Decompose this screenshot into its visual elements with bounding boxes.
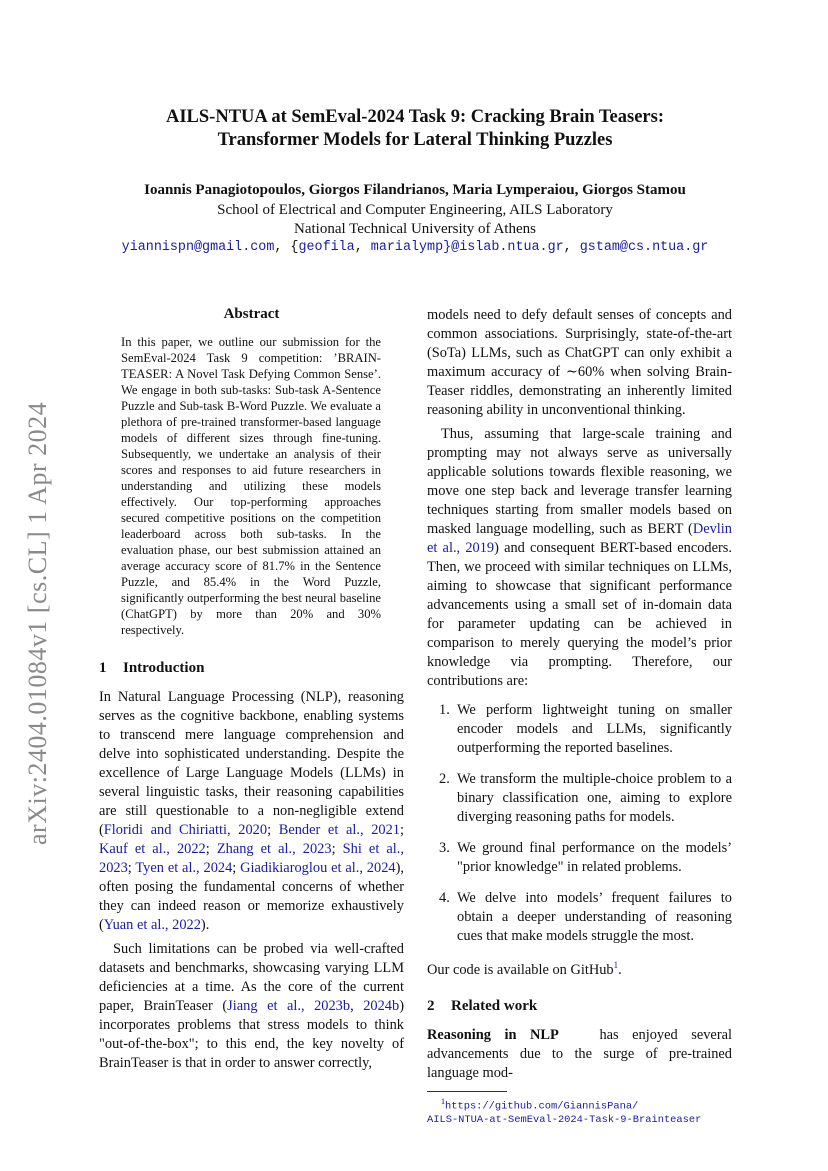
- intro-paragraph-2: [99, 940, 404, 1073]
- section-title: Related work: [451, 997, 538, 1014]
- arxiv-identifier-stamp: arXiv:2404.01084v1 [cs.CL] 1 Apr 2024: [23, 401, 52, 845]
- body-text: Such limitations can be probed via well-crafted datasets and benchmarks, showcasing varying LLM deficiencies at a time. As the core of the current paper, BrainTeaser (: [99, 941, 404, 1014]
- affiliation-line-1: School of Electrical and Computer Engineering, AILS Laboratory: [217, 202, 613, 218]
- affiliation-line-2: National Technical University of Athens: [294, 221, 536, 237]
- title-line-2: Transformer Models for Lateral Thinking Puzzles: [217, 130, 613, 150]
- body-text: ;: [205, 841, 217, 857]
- body-text: has enjoyed several advancements due to the surge of pre-trained language mod-: [427, 1026, 732, 1081]
- left-column: [99, 306, 404, 1073]
- footnote-url[interactable]: AILS-NTUA-at-SemEval-2024-Task-9-Brainteaser: [427, 1114, 702, 1127]
- citation-link[interactable]: Bender et al., 2021: [278, 822, 400, 838]
- abstract-heading: Abstract: [223, 306, 280, 322]
- email-separator: , {: [274, 240, 299, 255]
- body-text: ), often posing the fundamental concerns of whether they can indeed reason or memorize exhaustively (: [99, 860, 404, 933]
- citation-link[interactable]: Jiang et al., 2023b: [227, 998, 351, 1014]
- citation-link[interactable]: Tyen et al., 2024: [135, 860, 233, 876]
- contribution-text: We transform the multiple-choice problem to a binary classification one, aiming to explore diverging reasoning paths for models.: [457, 771, 732, 825]
- body-text: ;: [232, 860, 241, 876]
- body-text: Our code is available on GitHub: [427, 961, 614, 978]
- contribution-number: 3.: [439, 840, 450, 856]
- intro-paragraph-continued: models need to defy default senses of concepts and common associations. Surprisingly, state-of-the-art (SoTa) LLMs, such as ChatGPT can only exhibit a maximum accuracy of ∼60% when solving Brain-Teaser riddles, demonstrating an inherently limited reasoning ability in unconventional thinking.: [427, 307, 732, 418]
- email-separator: ,: [354, 240, 371, 255]
- citation-link[interactable]: Devlin et al., 2019: [427, 521, 732, 556]
- contribution-number: 2.: [439, 771, 450, 787]
- email-link[interactable]: geofila: [298, 240, 355, 255]
- contribution-item: [427, 701, 732, 758]
- body-text: In Natural Language Processing (NLP), reasoning serves as the cognitive backbone, enabling systems to transcend mere language comprehension and delve into sophisticated understanding. Despite the excellence of Large Language Models (LLMs) in several linguistic tasks, their reasoning capabilities are still questionable to a non-negligible extend (: [99, 689, 404, 838]
- intro-paragraph-1: [99, 688, 404, 935]
- related-work-paragraph: [427, 1026, 732, 1083]
- body-text: ;: [331, 841, 343, 857]
- email-domain[interactable]: }@islab.ntua.gr: [443, 240, 564, 255]
- body-text: .: [618, 961, 622, 978]
- section-number: 1: [99, 660, 107, 676]
- footnote-divider: [427, 1091, 507, 1092]
- code-availability: [427, 956, 732, 980]
- body-text: Thus, assuming that large-scale training and prompting may not always serve as universally applicable solutions towards flexible reasoning, we move one step back and leverage transfer learning techniques starting from smaller models based on masked language modelling, such as BERT (: [427, 426, 732, 537]
- title-line-1: AILS-NTUA at SemEval-2024 Task 9: Cracking Brain Teasers:: [165, 107, 665, 127]
- abstract-text: In this paper, we outline our submission for the SemEval-2024 Task 9 competition: ’BRAIN-TEASER: A Novel Task Defying Common Sense’. We engage in both sub-tasks: Sub-task A-Sentence Puzzle and Sub-task B-Word Puzzle. We evaluate a plethora of pre-trained transformer-based language models of different sizes through fine-tuning. Subsequently, we undertake an analysis of their scores and responses to aid future researchers in understanding and utilizing these models effectively. Our top-performing approaches secured competitive positions on the competition leaderboard across both sub-tasks. In the evaluation phase, our best submission attained an average accuracy score of 81.7% in the Sentence Puzzle, and 85.4% in the Word Puzzle, significantly outperforming the best neural baseline (ChatGPT) by more than 20% and 30% respectively.: [121, 335, 381, 637]
- body-text: ;: [399, 822, 404, 838]
- citation-link[interactable]: 2024b: [363, 998, 400, 1014]
- author-emails: [60, 238, 770, 258]
- contribution-item: [427, 770, 732, 827]
- email-link[interactable]: marialymp: [370, 240, 444, 255]
- citation-link[interactable]: Kauf et al., 2022: [99, 841, 206, 857]
- intro-paragraph-3: [427, 425, 732, 691]
- body-text: ;: [267, 822, 279, 838]
- footnote-ref[interactable]: 1: [613, 960, 619, 970]
- section-title: Introduction: [123, 660, 205, 676]
- footnote: [427, 1095, 732, 1127]
- citation-link[interactable]: Giadikiaroglou et al., 2024: [240, 860, 396, 876]
- contribution-text: We perform lightweight tuning on smaller encoder models and LLMs, significantly outperforming the reported baselines.: [457, 702, 732, 756]
- contribution-number: 4.: [439, 890, 450, 906]
- section-heading-introduction: [99, 658, 404, 678]
- contribution-number: 1.: [439, 702, 450, 718]
- section-number: 2: [427, 997, 435, 1014]
- citation-link[interactable]: Floridi and Chiriatti, 2020: [103, 822, 268, 838]
- email-link[interactable]: gstam@cs.ntua.gr: [579, 240, 709, 255]
- contribution-item: [427, 889, 732, 946]
- contribution-item: [427, 839, 732, 877]
- contribution-text: We ground final performance on the models’ "prior knowledge" in related problems.: [457, 840, 732, 875]
- body-text: ) and consequent BERT-based encoders. Then, we proceed with similar techniques on LLMs, aiming to showcase that significant performance advancements using a small set of in-domain data for parameter updating can be achieved in comparison to merely querying the model’s prior knowledge via prompting. Therefore, our contributions are:: [427, 540, 732, 689]
- email-separator: ,: [563, 240, 580, 255]
- citation-link[interactable]: Zhang et al., 2023: [216, 841, 332, 857]
- body-text: ;: [127, 860, 136, 876]
- footnote-url[interactable]: https://github.com/GiannisPana/: [445, 1100, 639, 1113]
- section-heading-related-work: [427, 996, 732, 1016]
- contributions-list: [427, 701, 732, 946]
- body-text: ,: [350, 998, 364, 1014]
- contribution-text: We delve into models’ frequent failures to obtain a deeper understanding of reasoning cues that make models struggle the most.: [457, 890, 732, 944]
- author-list: Ioannis Panagiotopoulos, Giorgos Filandrianos, Maria Lymperaiou, Giorgos Stamou: [144, 182, 686, 198]
- body-text: ) incorporates problems that stress models to think "out-of-the-box"; to this end, the key novelty of BrainTeaser is that in order to answer correctly,: [99, 998, 404, 1071]
- email-link[interactable]: yiannispn@gmail.com: [121, 240, 275, 255]
- body-text: ).: [200, 917, 210, 933]
- footnote-mark: 1: [441, 1096, 445, 1106]
- paper-title: [100, 106, 730, 152]
- paragraph-run-in-heading: Reasoning in NLP: [427, 1026, 559, 1043]
- citation-link[interactable]: Shi et al., 2023: [99, 841, 404, 876]
- right-column: [427, 306, 732, 1127]
- citation-link[interactable]: Yuan et al., 2022: [103, 917, 201, 933]
